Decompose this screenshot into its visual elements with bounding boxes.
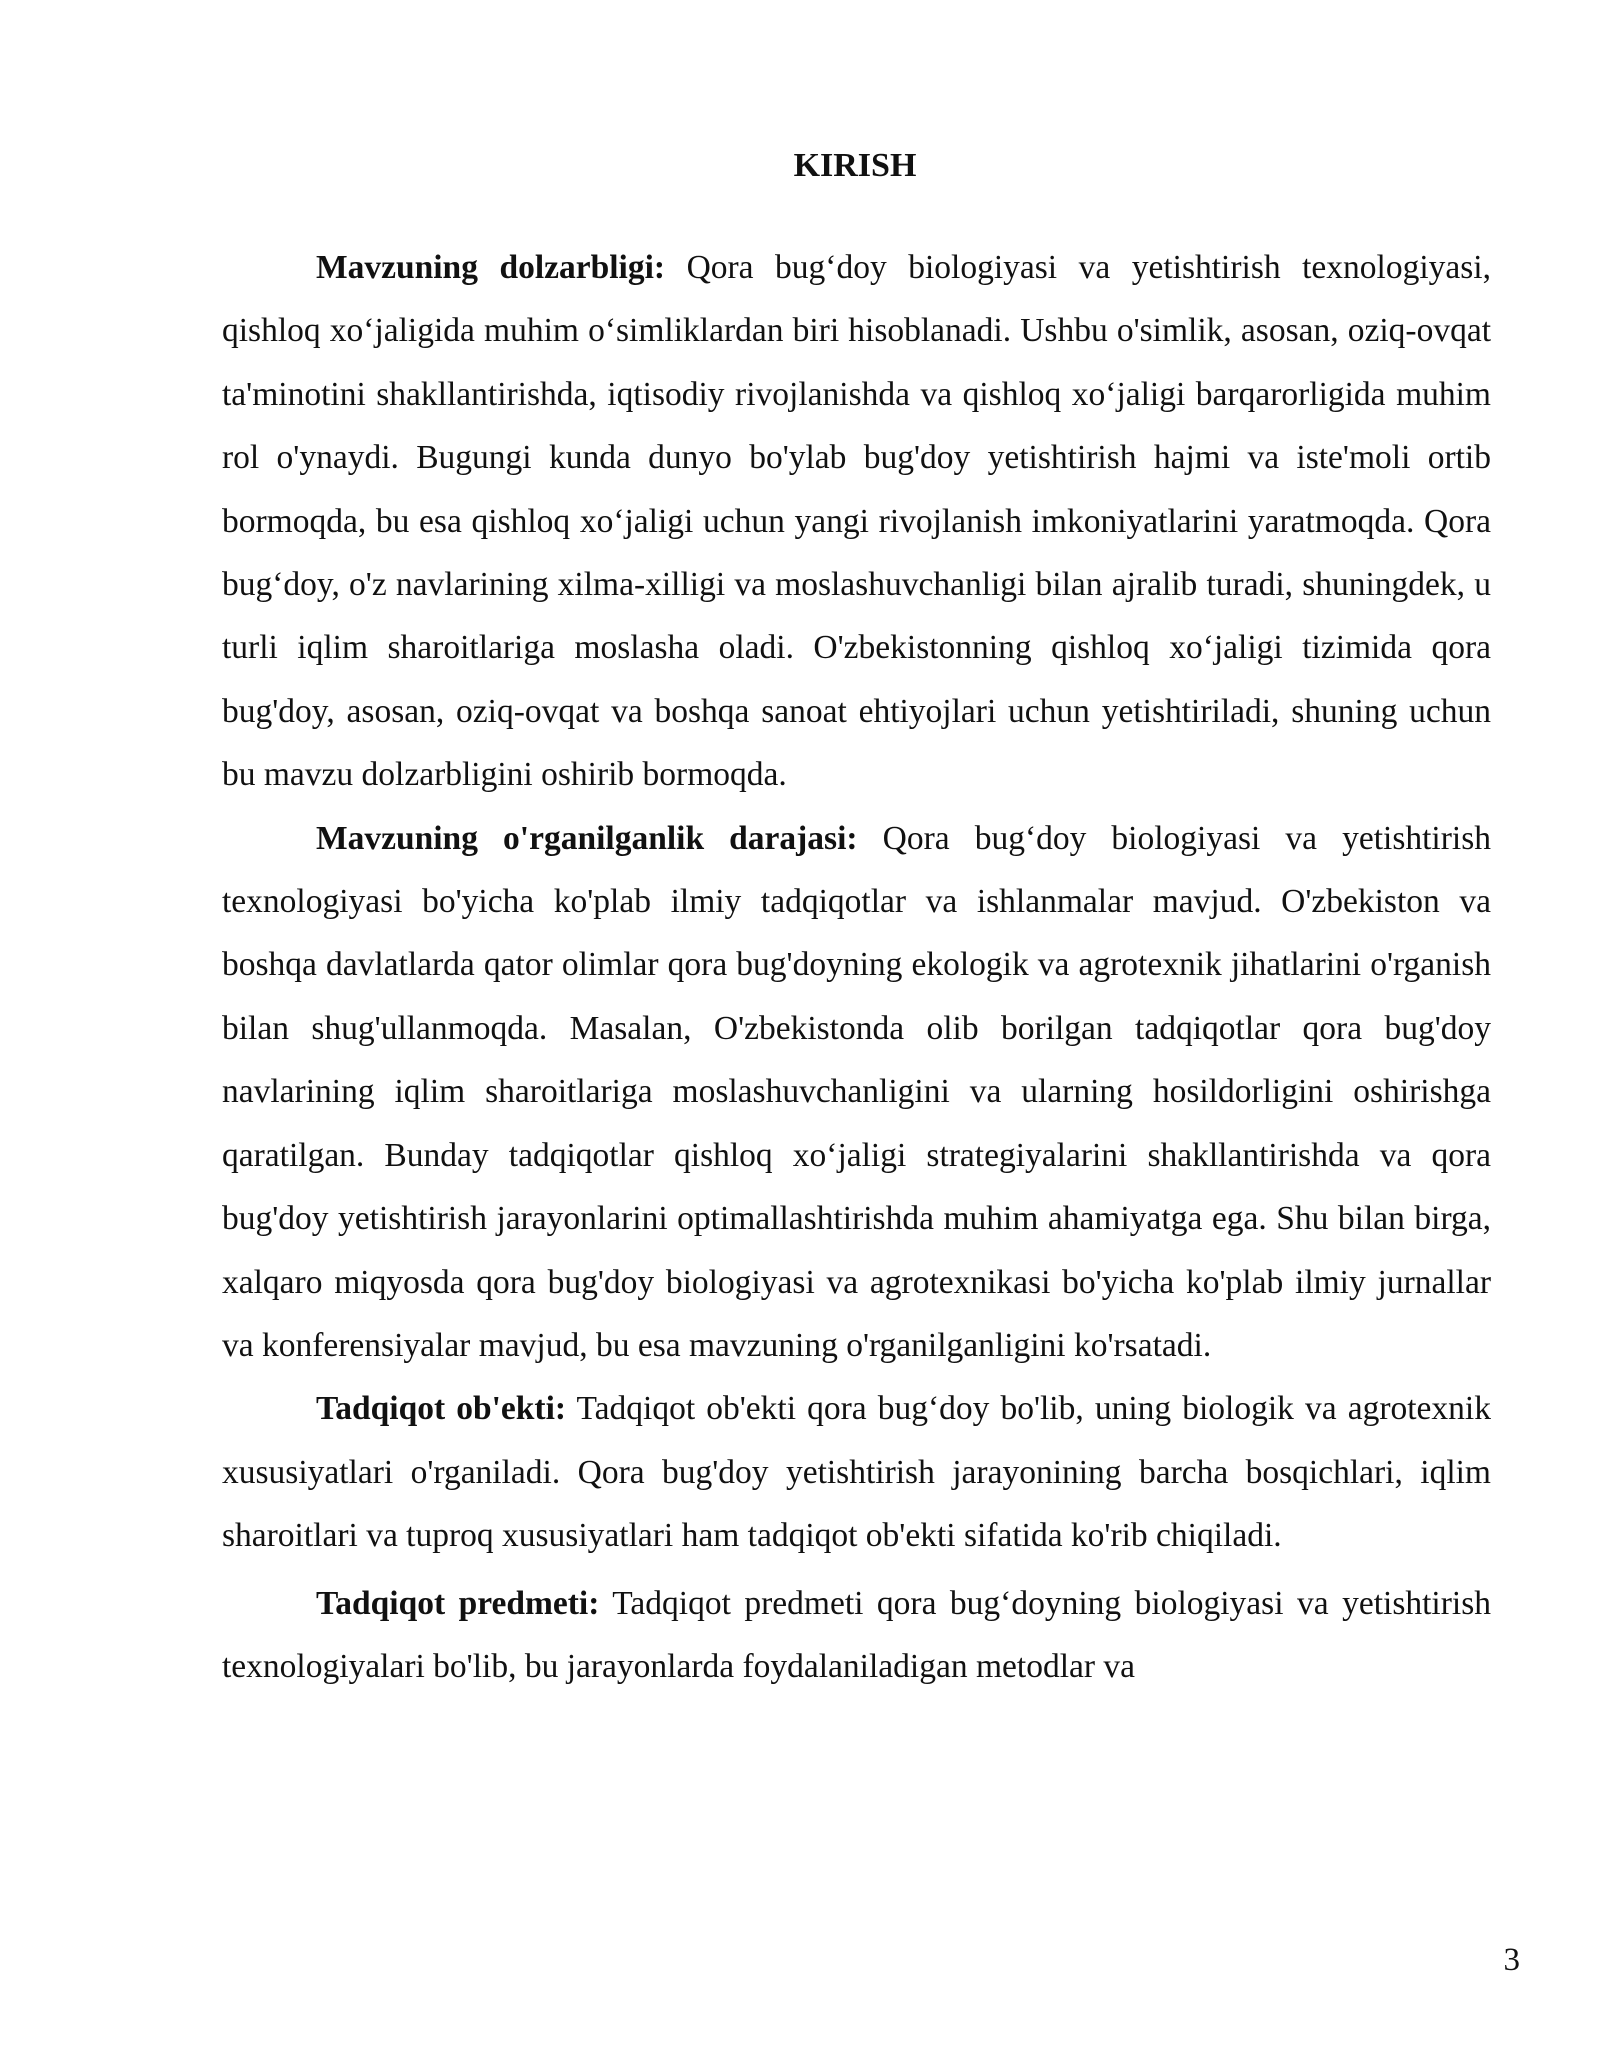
paragraph-heading: Tadqiqot predmeti:: [316, 1584, 600, 1622]
paragraph-text: Qora bug‘doy biologiyasi va yetishtirish texnologiyasi, qishloq xo‘jaligida muhim o‘simliklardan biri hisoblanadi. Ushbu o'simlik, asosan, oziq-ovqat ta'minotini shakllantirishda, iqtisodiy rivojlanishda va qishloq xo‘jaligi barqarorligida muhim rol o'ynaydi. Bugungi kunda dunyo bo'ylab bug'doy yetishtirish hajmi va iste'moli ortib bormoqda, bu esa qishloq xo‘jaligi uchun yangi rivojlanish imkoniyatlarini yaratmoqda. Qora bug‘doy, o'z navlarining xilma-xilligi va moslashuvchanligi bilan ajralib turadi, shuningdek, u turli iqlim sharoitlariga moslasha oladi. O'zbekistonning qishloq xo‘jaligi tizimida qora bug'doy, asosan, oziq-ovqat va boshqa sanoat ehtiyojlari uchun yetishtiriladi, shuning uchun bu mavzu dolzarbligini oshirib bormoqda.: [222, 249, 1491, 794]
paragraph-heading: Tadqiqot ob'ekti:: [316, 1390, 567, 1428]
paragraph-research-object: [222, 1377, 1491, 1567]
section-title: KIRISH: [793, 147, 917, 184]
paragraph-research-subject: [222, 1572, 1491, 1699]
page-number: 3: [1503, 1942, 1520, 1978]
paragraph-heading: Mavzuning dolzarbligi:: [316, 249, 666, 286]
paragraph-text: Tadqiqot ob'ekti qora bug‘doy bo'lib, uning biologik va agrotexnik xususiyatlari o'rganiladi. Qora bug'doy yetishtirish jarayonining barcha bosqichlari, iqlim sharoitlari va tuproq xususiyatlari ham tadqiqot ob'ekti sifatida ko'rib chiqiladi.: [222, 1390, 1491, 1555]
paragraph-text: Tadqiqot predmeti qora bug‘doyning biologiyasi va yetishtirish texnologiyalari bo'lib, bu jarayonlarda foydalaniladigan metodlar va: [222, 1584, 1491, 1685]
paragraph-heading: Mavzuning o'rganilganlik darajasi:: [316, 819, 858, 857]
body-text: [222, 236, 1491, 1698]
paragraph-relevance: [222, 236, 1491, 807]
paragraph-text: Qora bug‘doy biologiyasi va yetishtirish texnologiyasi bo'yicha ko'plab ilmiy tadqiqotlar va ishlanmalar mavjud. O'zbekiston va boshqa davlatlarda qator olimlar qora bug'doyning ekologik va agrotexnik jihatlarini o'rganish bilan shug'ullanmoqda. Masalan, O'zbekistonda olib borilgan tadqiqotlar qora bug'doy navlarining iqlim sharoitlariga moslashuvchanligini va ularning hosildorligini oshirishga qaratilgan. Bunday tadqiqotlar qishloq xo‘jaligi strategiyalarini shakllantirishda va qora bug'doy yetishtirish jarayonlarini optimallashtirishda muhim ahamiyatga ega. Shu bilan birga, xalqaro miqyosda qora bug'doy biologiyasi va agrotexnikasi bo'yicha ko'plab ilmiy jurnallar va konferensiyalar mavjud, bu esa mavzuning o'rganilganligini ko'rsatadi.: [222, 819, 1491, 1364]
paragraph-study-level: [222, 807, 1491, 1378]
